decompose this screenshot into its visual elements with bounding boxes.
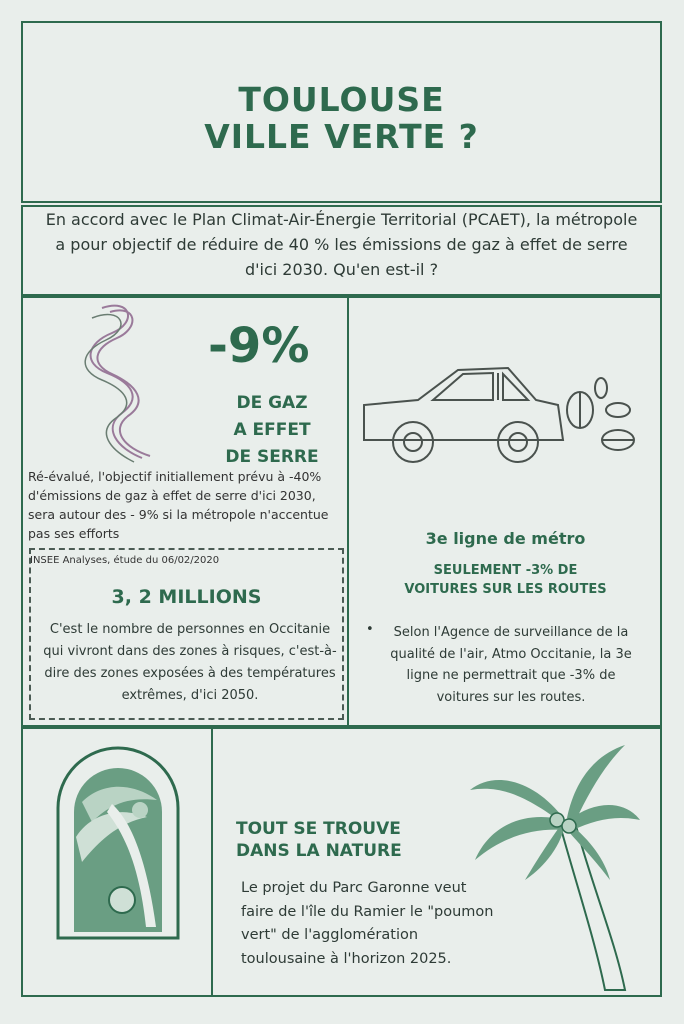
gaz-label [212, 390, 332, 471]
metro-subtitle-line-2: VOITURES SUR LES ROUTES [404, 582, 607, 597]
metro-description: Selon l'Agence de surveillance de la qualité de l'air, Atmo Occitanie, la 3e ligne ne permettrait que -3% de voitures sur les routes. [390, 625, 632, 705]
gaz-percent: -9% [208, 318, 310, 374]
smoke-swirl-icon [62, 298, 182, 468]
metro-subtitle-line-1: SEULEMENT -3% DE [433, 563, 578, 578]
car-leaves-icon [358, 360, 643, 475]
gaz-label-line-1: DE GAZ [236, 393, 308, 413]
vertical-divider [347, 296, 349, 727]
bullet-icon: • [366, 622, 374, 637]
source-note: INSEE Analyses, étude du 06/02/2020 [30, 555, 220, 566]
millions-description: C'est le nombre de personnes en Occitanie qui vivront dans des zones à risques, c'est-à-dire des zones exposées à des températures extrêmes, d'ici 2050. [43, 622, 337, 703]
gaz-label-line-3: DE SERRE [225, 447, 319, 467]
intro-text: En accord avec le Plan Climat-Air-Énergie Territorial (PCAET), la métropole a pour objectif de réduire de 40 % les émissions de gaz à effet de serre d'ici 2030. Qu'en est-il ? [45, 210, 638, 279]
millions-headline: 3, 2 MILLIONS [111, 586, 262, 608]
nature-title-line-1: TOUT SE TROUVE [236, 819, 401, 839]
intro-panel [21, 205, 662, 296]
gaz-description: Ré-évalué, l'objectif initiallement prévu à -40% d'émissions de gaz à effet de serre d'ici 2030, sera autour des - 9% si la métropole n'accentue pas ses efforts [28, 469, 329, 541]
nature-description: Le projet du Parc Garonne veut faire de l'île du Ramier le "poumon vert" de l'agglomération toulousaine à l'horizon 2025. [241, 880, 494, 967]
page-title [23, 81, 660, 155]
title-line-1: TOULOUSE [238, 80, 445, 119]
vertical-divider-bottom [211, 727, 213, 997]
metro-subtitle [349, 561, 662, 599]
title-line-2: VILLE VERTE ? [204, 117, 479, 156]
nature-title [236, 818, 402, 862]
metro-title: 3e ligne de métro [425, 529, 586, 548]
gaz-label-line-2: A EFFET [233, 420, 311, 440]
arch-palm-icon [52, 742, 184, 942]
palm-tree-icon [465, 740, 640, 995]
nature-title-line-2: DANS LA NATURE [236, 841, 402, 861]
title-panel [21, 21, 662, 203]
